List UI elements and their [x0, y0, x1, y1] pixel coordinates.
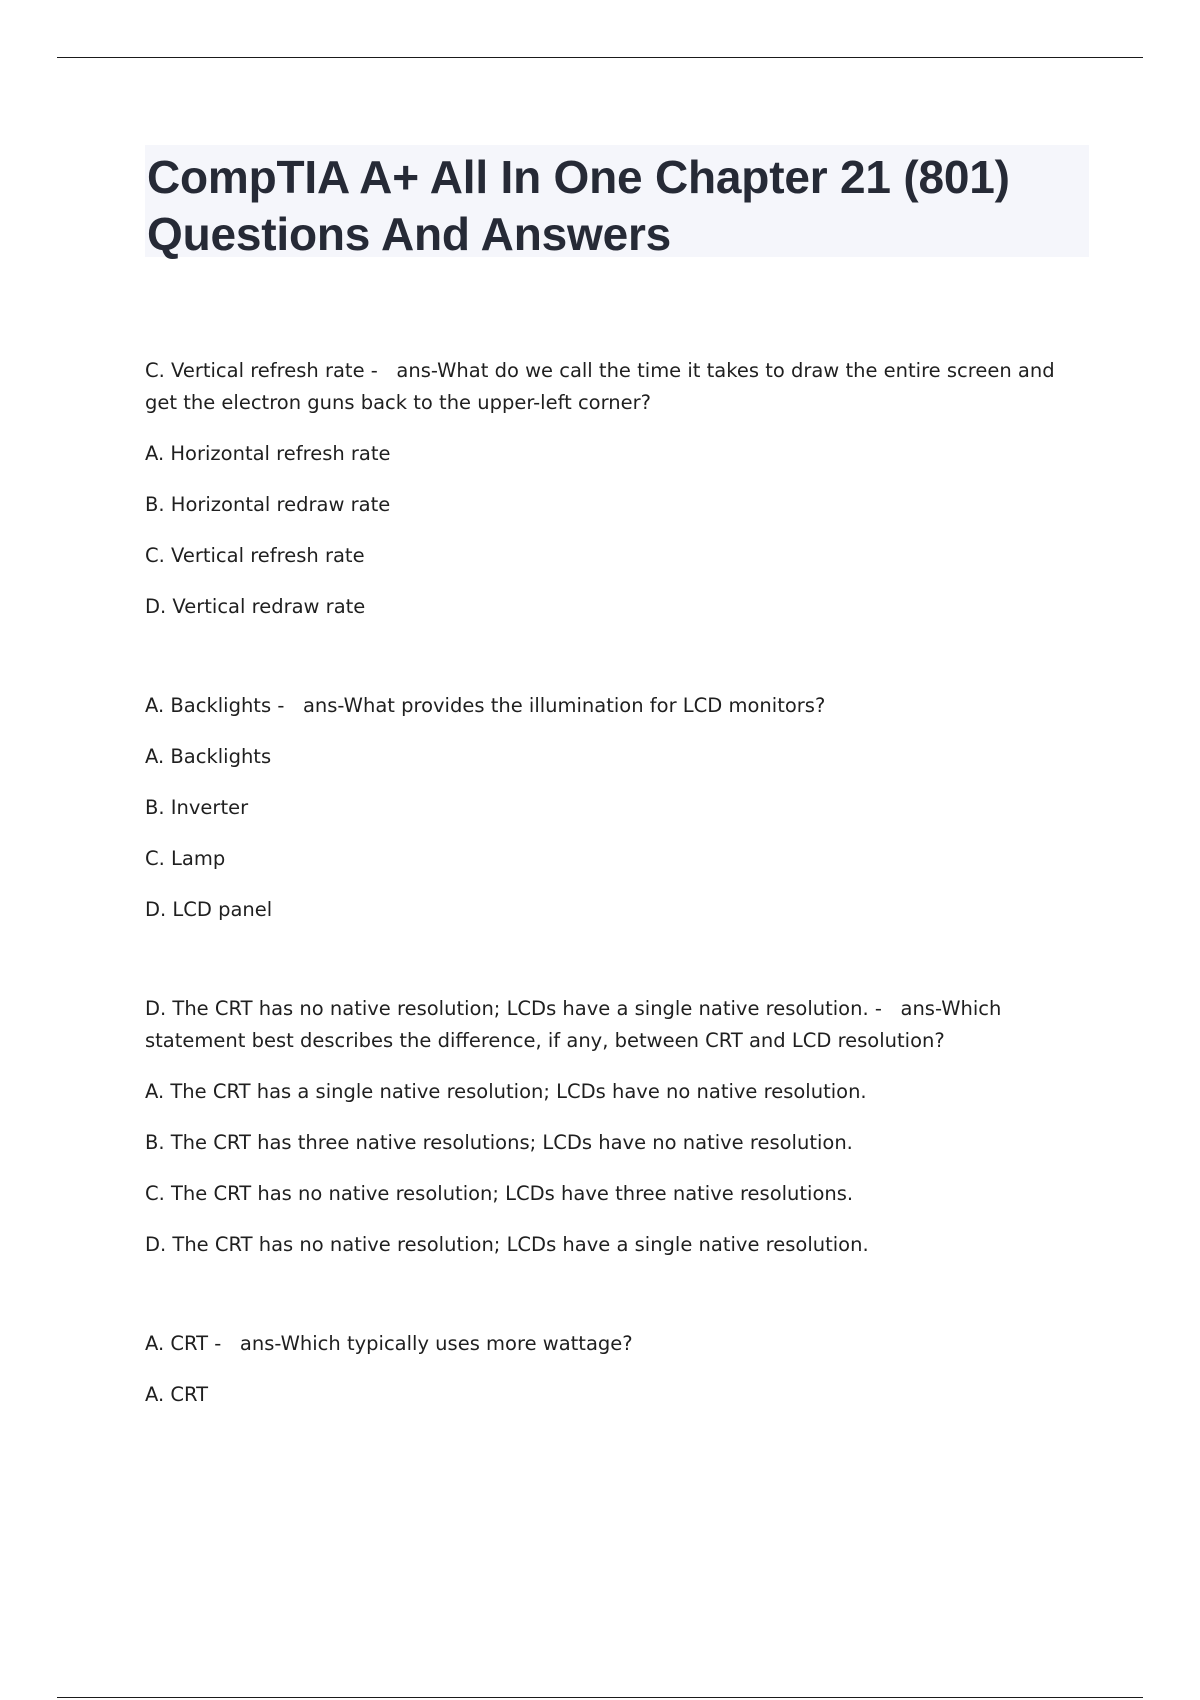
option-b: B. Inverter	[145, 796, 249, 819]
option-c: C. The CRT has no native resolution; LCDs have three native resolutions.	[145, 1182, 854, 1205]
question-prompt: ans-What do we call the time it takes to draw the entire screen and get the electron guns back to the upper-left corner?	[145, 359, 1055, 414]
question-prompt: ans-What provides the illumination for LCD monitors?	[302, 694, 826, 717]
answer-separator: -	[208, 1332, 240, 1355]
option-c: C. Lamp	[145, 847, 226, 870]
option-c: C. Vertical refresh rate	[145, 544, 365, 567]
option-a: A. The CRT has a single native resolution; LCDs have no native resolution.	[145, 1080, 867, 1103]
option-a: A. Backlights	[145, 745, 272, 768]
option-d: D. LCD panel	[145, 898, 273, 921]
qa-content	[145, 355, 1085, 1478]
answer-text: A. Backlights	[145, 694, 272, 717]
question-text	[145, 355, 1085, 419]
option-d: D. Vertical redraw rate	[145, 595, 366, 618]
question-prompt: ans-Which typically uses more wattage?	[239, 1332, 633, 1355]
option-b: B. Horizontal redraw rate	[145, 493, 391, 516]
document-title: CompTIA A+ All In One Chapter 21 (801) Questions And Answers	[147, 151, 1010, 260]
question-text	[145, 690, 1085, 722]
option-b: B. The CRT has three native resolutions; LCDs have no native resolution.	[145, 1131, 853, 1154]
answer-text: D. The CRT has no native resolution; LCDs have a single native resolution.	[145, 997, 869, 1020]
question-text	[145, 993, 1085, 1057]
answer-separator: -	[364, 359, 397, 382]
option-d: D. The CRT has no native resolution; LCDs have a single native resolution.	[145, 1233, 869, 1256]
bottom-rule	[57, 1697, 1143, 1698]
top-rule	[57, 57, 1143, 58]
question-text	[145, 1328, 1085, 1360]
qa-block-3	[145, 993, 1085, 1261]
qa-block-2	[145, 690, 1085, 926]
answer-separator: -	[271, 694, 303, 717]
qa-block-1	[145, 355, 1085, 623]
question-prompt: ans-Which statement best describes the difference, if any, between CRT and LCD resolution?	[145, 997, 1002, 1052]
qa-block-4	[145, 1328, 1085, 1411]
option-a: A. CRT	[145, 1383, 209, 1406]
option-a: A. Horizontal refresh rate	[145, 442, 391, 465]
title-box	[145, 145, 1089, 260]
answer-text: C. Vertical refresh rate	[145, 359, 365, 382]
answer-text: A. CRT	[145, 1332, 209, 1355]
answer-separator: -	[868, 997, 901, 1020]
